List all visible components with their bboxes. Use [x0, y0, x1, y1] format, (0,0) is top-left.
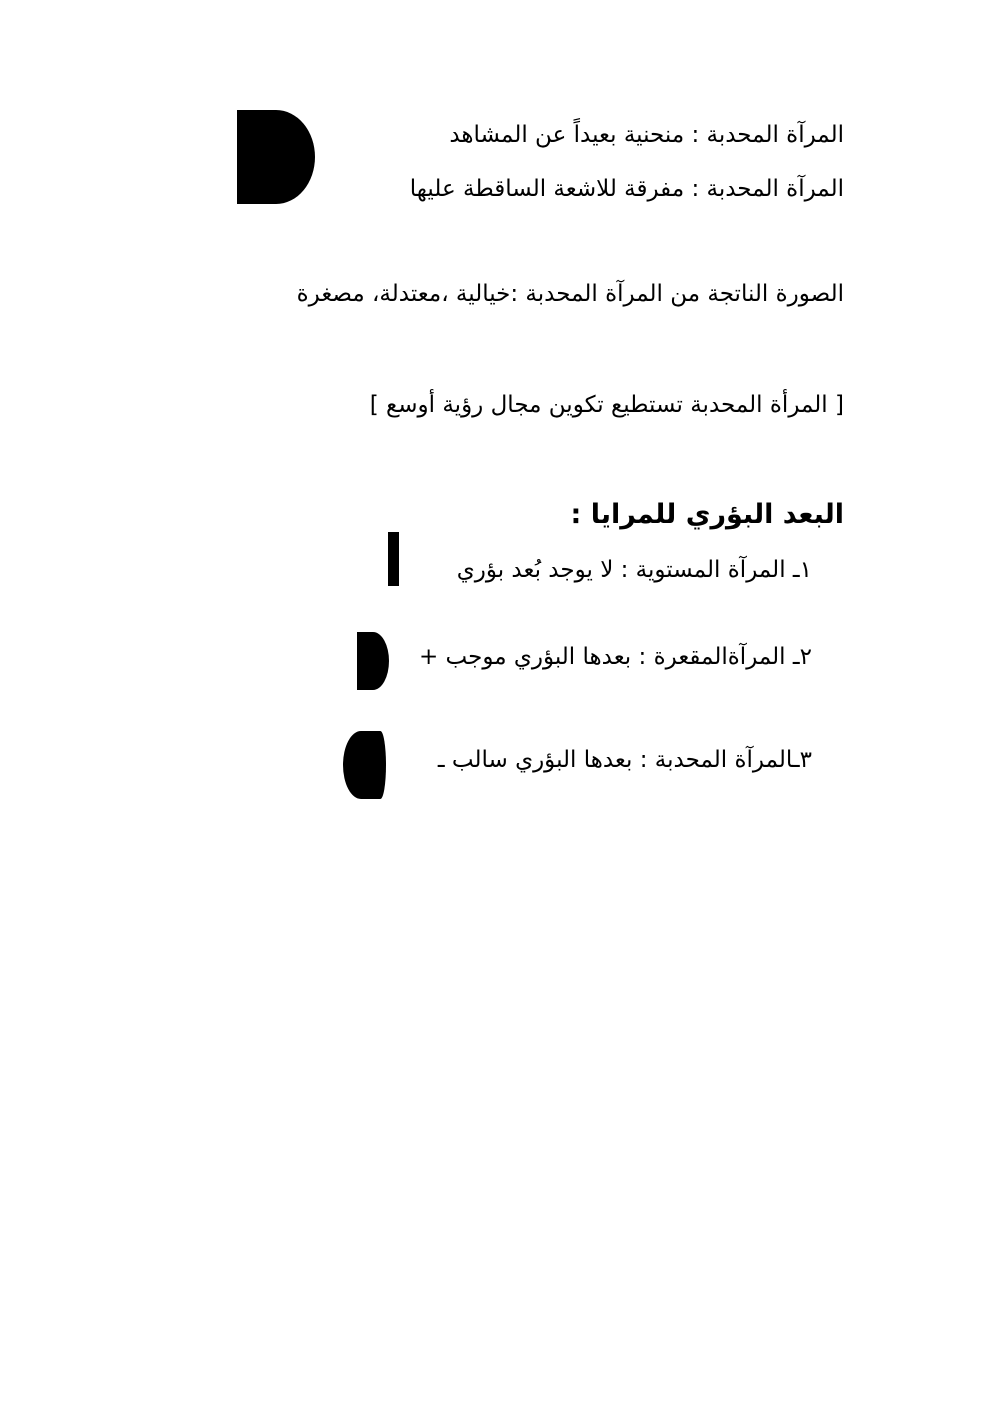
list-item-concave-mirror: ٢ـ المرآةالمقعرة : بعدها البؤري موجب + [418, 644, 812, 670]
paragraph-convex-definition-1: المرآة المحدبة : منحنية بعيداً عن المشاهد [449, 122, 844, 148]
paragraph-convex-wide-view-note: [ المرأة المحدبة تستطيع تكوين مجال رؤية أوسع ] [369, 392, 844, 418]
convex-mirror-small-icon [343, 731, 379, 799]
convex-mirror-icon [237, 110, 315, 204]
concave-mirror-icon [357, 632, 389, 690]
list-item-plane-mirror: ١ـ المرآة المستوية : لا يوجد بُعد بؤري [456, 557, 812, 583]
paragraph-convex-definition-2: المرآة المحدبة : مفرقة للاشعة الساقطة عليها [409, 176, 844, 202]
list-item-convex-mirror: ٣ـالمرآة المحدبة : بعدها البؤري سالب ـ [437, 747, 812, 773]
heading-focal-length: البعد البؤري للمرايا : [570, 499, 844, 530]
paragraph-convex-image-properties: الصورة الناتجة من المرآة المحدبة :خيالية ،معتدلة، مصغرة [296, 281, 844, 307]
plane-mirror-icon [388, 532, 399, 586]
